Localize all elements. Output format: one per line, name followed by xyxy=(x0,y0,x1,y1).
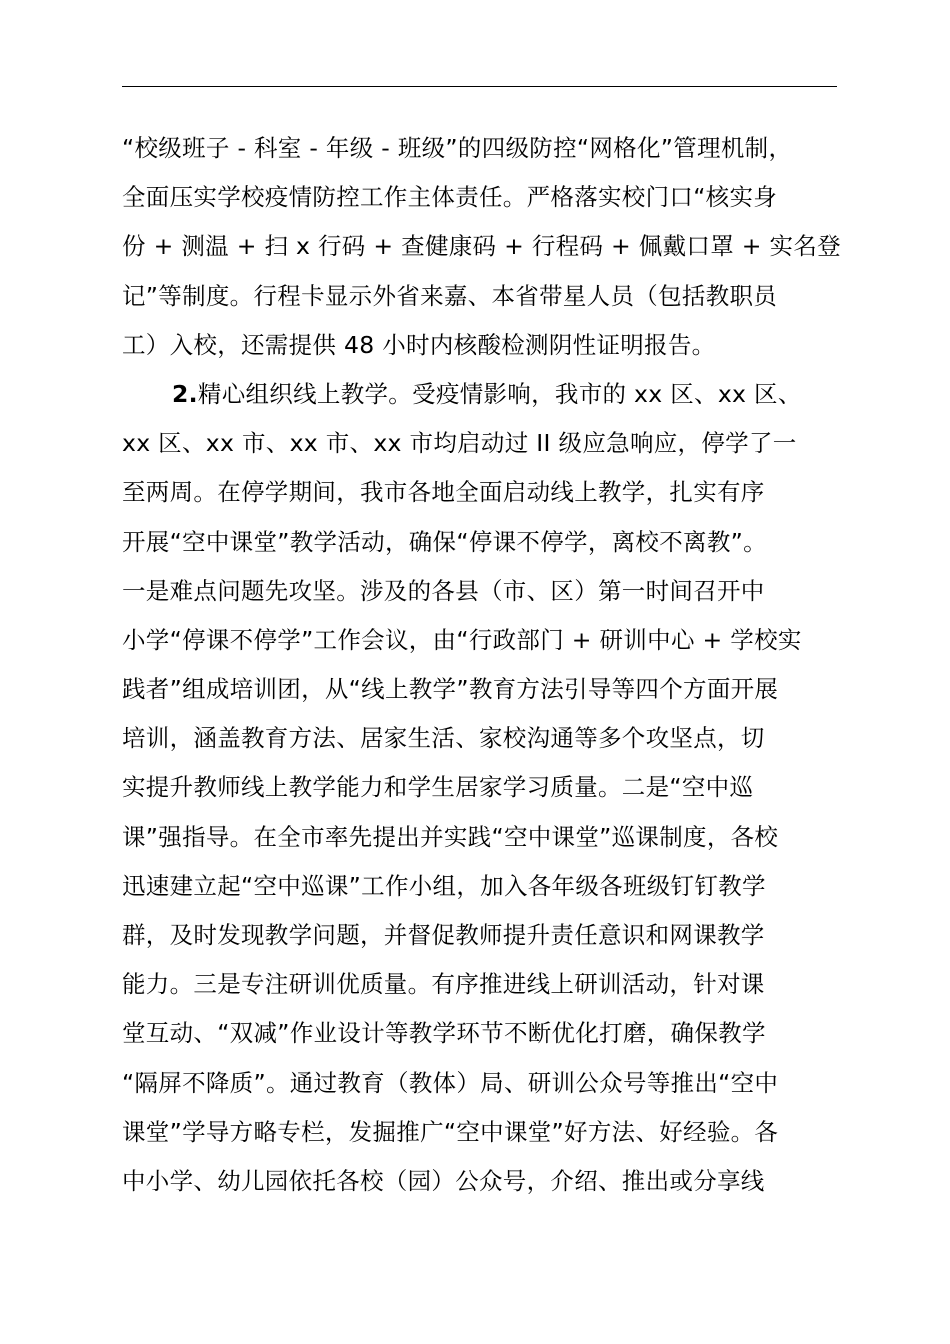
section-heading-text: 精心组织线上教学。受疫情影响，我市的 xx 区、xx 区、 xyxy=(197,379,802,408)
text-line: 课堂”学导方略专栏，发掘推广“空中课堂”好方法、好经验。各 xyxy=(122,1117,779,1146)
header-rule xyxy=(122,86,837,87)
text-line: 课”强指导。在全市率先提出并实践“空中课堂”巡课制度，各校 xyxy=(122,822,779,851)
section-heading-line xyxy=(122,370,862,419)
text-line: 能力。三是专注研训优质量。有序推进线上研训活动，针对课 xyxy=(122,970,765,999)
text-line: 全面压实学校疫情防控工作主体责任。严格落实校门口“核实身 xyxy=(122,183,778,212)
text-line: 一是难点问题先攻坚。涉及的各县（市、区）第一时间召开中 xyxy=(122,576,765,605)
text-line: 迅速建立起“空中巡课”工作小组，加入各年级各班级钉钉教学 xyxy=(122,871,766,900)
text-line: 工）入校，还需提供 48 小时内核酸检测阴性证明报告。 xyxy=(122,330,716,359)
text-line: “校级班子 - 科室 - 年级 - 班级”的四级防控“网格化”管理机制， xyxy=(122,134,793,162)
text-line: 培训，涵盖教育方法、居家生活、家校沟通等多个攻坚点，切 xyxy=(122,724,765,753)
text-line: 开展“空中课堂”教学活动，确保“停课不停学，离校不离教”。 xyxy=(122,527,767,556)
text-line: 堂互动、“双减”作业设计等教学环节不断优化打磨，确保教学 xyxy=(122,1019,766,1048)
text-line: 份 + 测温 + 扫 x 行码 + 查健康码 + 行程码 + 佩戴口罩 + 实名登 xyxy=(122,232,841,261)
text-line: 记”等制度。行程卡显示外省来嘉、本省带星人员（包括教职员 xyxy=(122,281,778,310)
text-line: “隔屏不降质”。通过教育（教体）局、研训公众号等推出“空中 xyxy=(122,1068,779,1097)
section-number: 2. xyxy=(172,379,198,408)
text-line: 实提升教师线上教学能力和学生居家学习质量。二是“空中巡 xyxy=(122,773,754,802)
text-line: 小学“停课不停学”工作会议，由“行政部门 + 研训中心 + 学校实 xyxy=(122,625,802,654)
document-body xyxy=(122,124,862,1206)
text-line: 中小学、幼儿园依托各校（园）公众号，介绍、推出或分享线 xyxy=(122,1166,765,1195)
text-line: 至两周。在停学期间，我市各地全面启动线上教学，扎实有序 xyxy=(122,478,765,507)
text-line: 践者”组成培训团，从“线上教学”教育方法引导等四个方面开展 xyxy=(122,675,779,704)
text-line: xx 区、xx 市、xx 市、xx 市均启动过 II 级应急响应，停学了一 xyxy=(122,429,797,458)
text-line: 群，及时发现教学问题，并督促教师提升责任意识和网课教学 xyxy=(122,921,765,949)
